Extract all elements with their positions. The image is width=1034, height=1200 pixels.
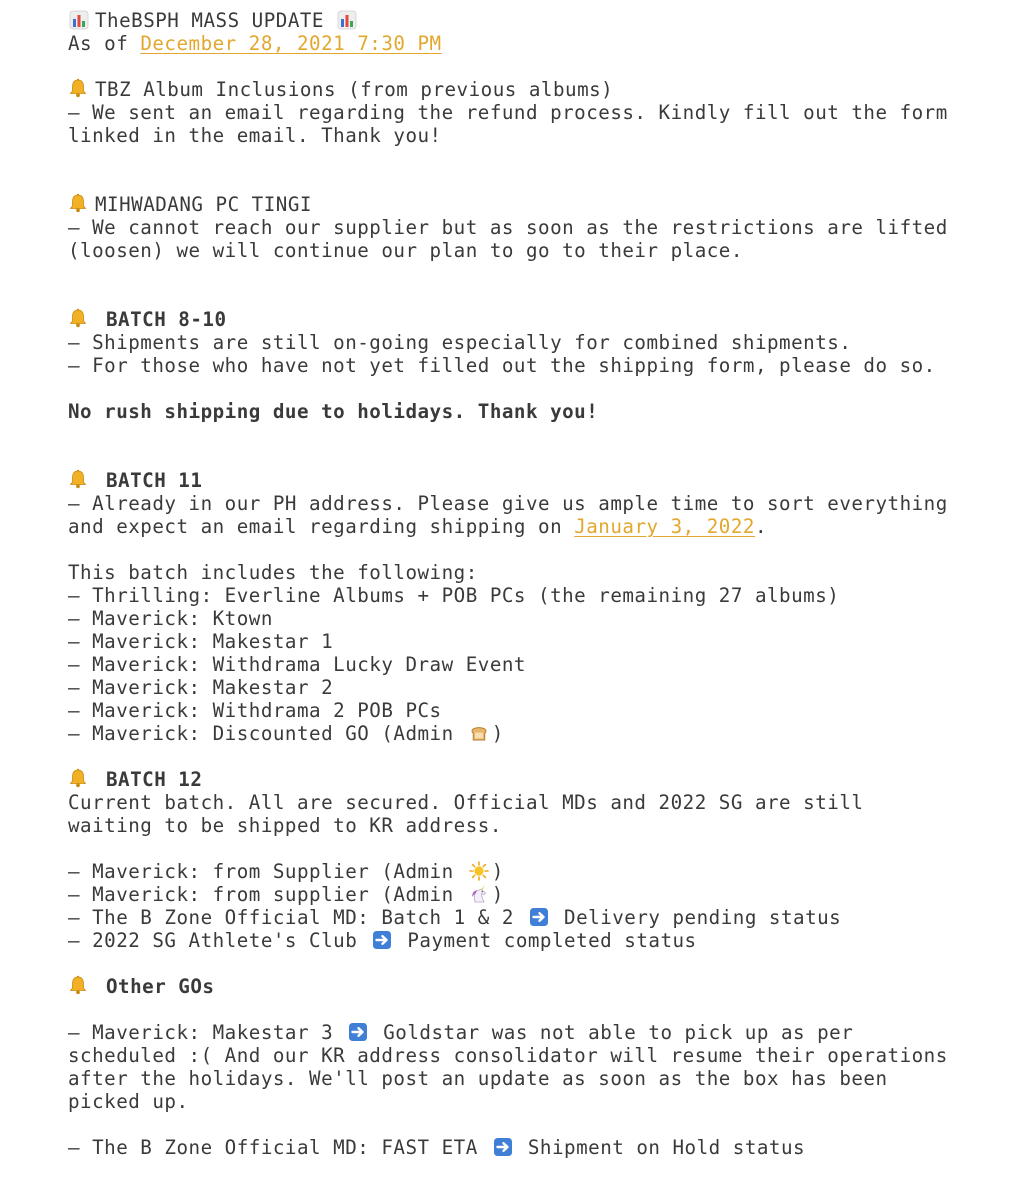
- as-of-date-link[interactable]: December 28, 2021 7:30 PM: [140, 32, 442, 55]
- other-gos-heading: [68, 975, 1008, 998]
- list-item-text: — Maverick: Discounted GO (Admin: [68, 722, 466, 745]
- bell-icon: [67, 975, 89, 995]
- list-item: — Thrilling: Everline Albums + POB PCs (the remaining 27 albums): [68, 584, 840, 607]
- other-gos-line-1-text: — Maverick: Makestar 3: [68, 1021, 346, 1044]
- other-gos-line-1: [68, 1021, 1008, 1044]
- other-gos-heading-text: Other GOs: [106, 975, 215, 998]
- list-item: — Maverick: Ktown: [68, 607, 273, 630]
- right-arrow-icon: [347, 1022, 369, 1042]
- batch-11-line-2-text: and expect an email regarding shipping on: [68, 515, 575, 538]
- list-item-end: ): [491, 860, 504, 883]
- list-item-text: — Maverick: from supplier (Admin: [68, 883, 466, 906]
- list-item-end: ): [491, 722, 504, 745]
- bell-icon: [67, 193, 89, 213]
- list-item-end: Delivery pending status: [551, 906, 842, 929]
- list-item: — Maverick: Makestar 2: [68, 676, 334, 699]
- batch-12-heading: [68, 768, 1008, 791]
- batch-8-10-note: No rush shipping due to holidays. Thank you!: [68, 400, 599, 423]
- other-gos-line-3: after the holidays. We'll post an update as soon as the box has been: [68, 1067, 888, 1090]
- batch-11-line-2: [68, 515, 1008, 538]
- right-arrow-icon: [371, 930, 393, 950]
- batch-11-heading: [68, 469, 1008, 492]
- batch-11-line-1: — Already in our PH address. Please give us ample time to sort everything: [68, 492, 948, 515]
- list-item-end: Payment completed status: [395, 929, 697, 952]
- title-line: [68, 9, 1008, 32]
- batch-11-line-2-end: .: [754, 515, 768, 538]
- batch-11-heading-text: BATCH 11: [106, 469, 203, 492]
- list-item-end: ): [491, 883, 504, 906]
- mihwadang-heading: [68, 193, 1008, 216]
- tbz-line-1: — We sent an email regarding the refund process. Kindly fill out the form: [68, 101, 948, 124]
- list-item: [68, 883, 1008, 906]
- list-item: [68, 722, 1008, 745]
- sun-icon: [468, 861, 490, 881]
- batch-8-10-heading-text: BATCH 8-10: [106, 308, 227, 331]
- right-arrow-icon: [492, 1137, 514, 1157]
- bell-icon: [67, 308, 89, 328]
- bell-icon: [67, 768, 89, 788]
- mass-update-document: [68, 9, 1008, 1159]
- list-item: [68, 860, 1008, 883]
- other-gos-line-5-end: Shipment on Hold status: [515, 1136, 806, 1159]
- batch-12-line-2: waiting to be shipped to KR address.: [68, 814, 502, 837]
- bell-icon: [67, 469, 89, 489]
- bread-icon: [468, 723, 490, 743]
- list-item-text: — Maverick: from Supplier (Admin: [68, 860, 466, 883]
- batch-12-line-1: Current batch. All are secured. Official MDs and 2022 SG are still: [68, 791, 864, 814]
- batch-8-10-line-2: — For those who have not yet filled out the shipping form, please do so.: [68, 354, 936, 377]
- right-arrow-icon: [528, 907, 550, 927]
- other-gos-line-5: [68, 1136, 1008, 1159]
- other-gos-line-5-text: — The B Zone Official MD: FAST ETA: [68, 1136, 490, 1159]
- list-item: [68, 906, 1008, 929]
- list-item: [68, 929, 1008, 952]
- tbz-line-2: linked in the email. Thank you!: [68, 124, 442, 147]
- unicorn-icon: [468, 884, 490, 904]
- page-title: TheBSPH MASS UPDATE: [95, 9, 324, 32]
- bar-chart-icon: [336, 10, 358, 30]
- batch-12-heading-text: BATCH 12: [106, 768, 203, 791]
- mihwadang-line-2: (loosen) we will continue our plan to go to their place.: [68, 239, 743, 262]
- list-item: — Maverick: Withdrama 2 POB PCs: [68, 699, 442, 722]
- mihwadang-line-1: — We cannot reach our supplier but as soon as the restrictions are lifted: [68, 216, 948, 239]
- mihwadang-heading-text: MIHWADANG PC TINGI: [95, 193, 312, 216]
- other-gos-line-1-end: Goldstar was not able to pick up as per: [371, 1021, 854, 1044]
- as-of-line: [68, 32, 1008, 55]
- bell-icon: [67, 78, 89, 98]
- batch-8-10-line-1: — Shipments are still on-going especially for combined shipments.: [68, 331, 852, 354]
- list-item: — Maverick: Makestar 1: [68, 630, 334, 653]
- batch-8-10-heading: [68, 308, 1008, 331]
- tbz-heading: [68, 78, 1008, 101]
- other-gos-line-2: scheduled :( And our KR address consolidator will resume their operations: [68, 1044, 948, 1067]
- as-of-label: As of: [68, 32, 141, 55]
- list-item-text: — 2022 SG Athlete's Club: [68, 929, 370, 952]
- bar-chart-icon: [68, 10, 90, 30]
- list-item-text: — The B Zone Official MD: Batch 1 & 2: [68, 906, 526, 929]
- other-gos-line-4: picked up.: [68, 1090, 189, 1113]
- shipping-date-link[interactable]: January 3, 2022: [574, 515, 755, 538]
- tbz-heading-text: TBZ Album Inclusions (from previous albums): [95, 78, 614, 101]
- batch-11-includes-label: This batch includes the following:: [68, 561, 478, 584]
- list-item: — Maverick: Withdrama Lucky Draw Event: [68, 653, 526, 676]
